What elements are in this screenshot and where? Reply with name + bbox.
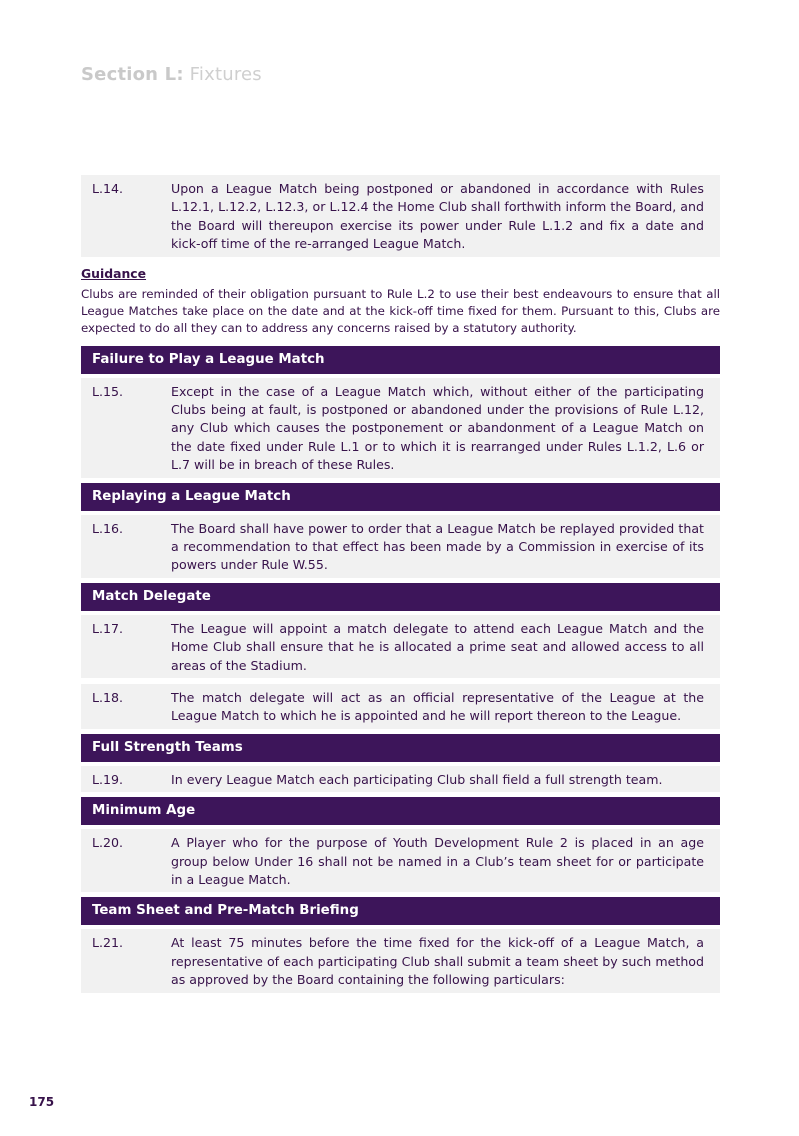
- rule-number: L.19.: [92, 771, 124, 787]
- rule-l17: [81, 615, 720, 678]
- rule-text: At least 75 minutes before the time fixed for the kick-off of a League Match, a representative of each participating Club shall submit a team sheet by such method as approved by the Board containing the following particulars:: [171, 935, 704, 988]
- rule-l18: [81, 684, 720, 729]
- guidance-block: [81, 266, 720, 338]
- rule-number: L.20.: [92, 835, 124, 851]
- rule-number: L.21.: [92, 935, 124, 951]
- rule-number: L.16.: [92, 520, 124, 536]
- rule-l21: [81, 929, 720, 992]
- rule-text: Upon a League Match being postponed or abandoned in accordance with Rules L.12.1, L.12.2, L.12.3, or L.12.4 the Home Club shall forthwith inform the Board, and the Board will thereupon exercise its power under Rule L.1.2 and fix a date and kick-off time of the re-arranged League Match.: [171, 181, 704, 252]
- rule-number: L.14.: [92, 181, 124, 196]
- guidance-title: Guidance: [81, 265, 147, 281]
- rules-content: [81, 175, 720, 993]
- rule-text: The Board shall have power to order that a League Match be replayed provided that a recommendation to that effect has been made by a Commission in exercise of its powers under Rule W.55.: [171, 520, 704, 573]
- rule-text: The match delegate will act as an official representative of the League at the League Match to which he is appointed and he will report thereon to the League.: [171, 689, 704, 724]
- rule-text: A Player who for the purpose of Youth Development Rule 2 is placed in an age group below Under 16 shall not be named in a Club’s team sheet for or participate in a League Match.: [171, 835, 704, 888]
- rule-l19: [81, 766, 720, 792]
- guidance-text: Clubs are reminded of their obligation pursuant to Rule L.2 to use their best endeavours to ensure that all League Matches take place on the date and at the kick-off time fixed for them. Pursuant to this, Clubs are expected to do all they can to address any concerns raised by a statutory authority.: [81, 286, 720, 336]
- rule-l14: [81, 175, 720, 257]
- rule-number: L.15.: [92, 383, 124, 399]
- heading-team-sheet: Team Sheet and Pre-Match Briefing: [81, 897, 720, 925]
- heading-failure-to-play: Failure to Play a League Match: [81, 346, 720, 374]
- rule-l15: [81, 378, 720, 478]
- heading-full-strength: Full Strength Teams: [81, 734, 720, 762]
- rule-l20: [81, 829, 720, 892]
- heading-match-delegate: Match Delegate: [81, 583, 720, 611]
- section-name: Fixtures: [189, 64, 262, 85]
- rule-number: L.17.: [92, 620, 124, 636]
- heading-replaying: Replaying a League Match: [81, 483, 720, 511]
- rule-l16: [81, 515, 720, 578]
- rule-text: The League will appoint a match delegate to attend each League Match and the Home Club shall ensure that he is allocated a prime seat and allowed access to all areas of the Stadium.: [171, 620, 704, 673]
- heading-minimum-age: Minimum Age: [81, 797, 720, 825]
- page-number: 175: [29, 1095, 55, 1109]
- section-label: Section L:: [81, 64, 184, 85]
- rule-number: L.18.: [92, 689, 124, 705]
- section-title: [81, 64, 262, 85]
- rule-text: Except in the case of a League Match which, without either of the participating Clubs being at fault, is postponed or abandoned under the provisions of Rule L.12, any Club which causes the postponement or abandonment of a League Match on the date fixed under Rule L.1 or to which it is rearranged under Rules L.1.2, L.6 or L.7 will be in breach of these Rules.: [171, 383, 704, 473]
- rule-text: In every League Match each participating Club shall field a full strength team.: [171, 771, 663, 787]
